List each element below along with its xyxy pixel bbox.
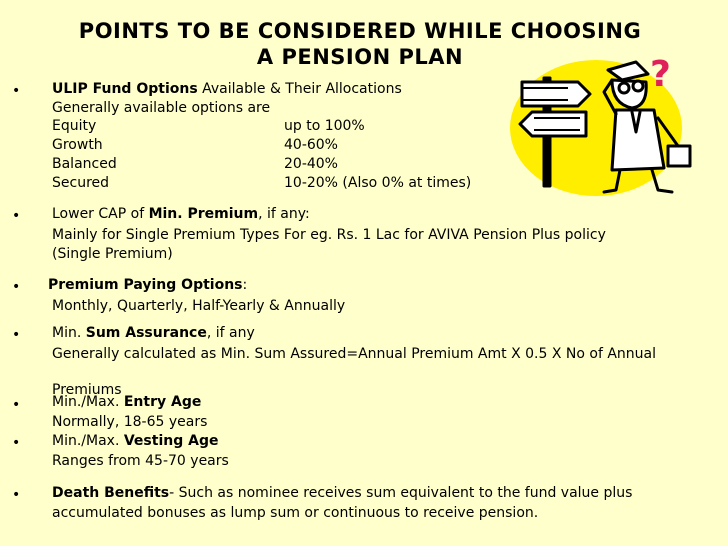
cap-heading-pre: Lower CAP of (52, 206, 149, 222)
ulip-row (52, 136, 552, 154)
cap-line-3: (Single Premium) (52, 246, 173, 262)
cap-heading-bold: Min. Premium (148, 206, 259, 222)
ulip-row-name: Secured (52, 175, 110, 191)
vesting-heading-pre: Min./Max. (52, 433, 124, 449)
bullet: • (12, 279, 21, 295)
ulip-row-value: 20-40% (284, 156, 338, 172)
ulip-heading-bold: ULIP Fund Options (52, 81, 198, 97)
ulip-row-name: Equity (52, 118, 97, 134)
ulip-row-value: 10-20% (Also 0% at times) (284, 175, 472, 191)
bullet: • (12, 327, 21, 343)
sum-heading (52, 324, 255, 342)
death-line-2: accumulated bonuses as lump sum or continuous to receive pension. (52, 505, 539, 521)
ulip-row-value: up to 100% (284, 118, 365, 134)
death-heading (52, 484, 632, 502)
ulip-row-name: Growth (52, 137, 103, 153)
sum-line-2: Generally calculated as Min. Sum Assured=Annual Premium Amt X 0.5 X No of Annual (52, 346, 656, 362)
cap-heading-post: , if any: (258, 206, 310, 222)
entry-heading (52, 393, 201, 411)
paying-line-2: Monthly, Quarterly, Half-Yearly & Annually (52, 298, 346, 314)
sum-line-3: Premiums (52, 382, 122, 398)
ulip-row-name: Balanced (52, 156, 117, 172)
ulip-row (52, 117, 552, 135)
sum-heading-bold: Sum Assurance (85, 325, 207, 341)
entry-line-2: Normally, 18-65 years (52, 414, 208, 430)
death-heading-rest: - Such as nominee receives sum equivalent to the fund value plus (169, 485, 633, 501)
vesting-line-2: Ranges from 45-70 years (52, 453, 229, 469)
bullet: • (12, 208, 21, 224)
bullet: • (12, 487, 21, 503)
ulip-heading (52, 80, 402, 98)
vesting-heading-bold: Vesting Age (123, 433, 219, 449)
cap-heading (52, 205, 310, 223)
ulip-heading-rest: Available & Their Allocations (197, 81, 402, 97)
paying-heading (48, 276, 247, 294)
bullet: • (12, 435, 21, 451)
title-line-2: A PENSION PLAN (256, 45, 464, 69)
cap-line-2: Mainly for Single Premium Types For eg. Rs. 1 Lac for AVIVA Pension Plus policy (52, 227, 606, 243)
bullet: • (12, 83, 21, 99)
entry-heading-pre: Min./Max. (52, 394, 124, 410)
entry-heading-bold: Entry Age (123, 394, 202, 410)
ulip-row-value: 40-60% (284, 137, 338, 153)
death-heading-bold: Death Benefits (52, 485, 170, 501)
ulip-row (52, 155, 552, 173)
question-mark-icon: ? (650, 54, 671, 95)
title-line-1: POINTS TO BE CONSIDERED WHILE CHOOSING (78, 19, 642, 43)
bullet: • (12, 397, 21, 413)
paying-heading-post: : (242, 277, 248, 293)
ulip-subheading: Generally available options are (52, 100, 271, 116)
paying-heading-bold: Premium Paying Options (48, 277, 243, 293)
vesting-heading (52, 432, 218, 450)
sum-heading-pre: Min. (52, 325, 86, 341)
sum-heading-post: , if any (206, 325, 255, 341)
ulip-row (52, 174, 552, 192)
